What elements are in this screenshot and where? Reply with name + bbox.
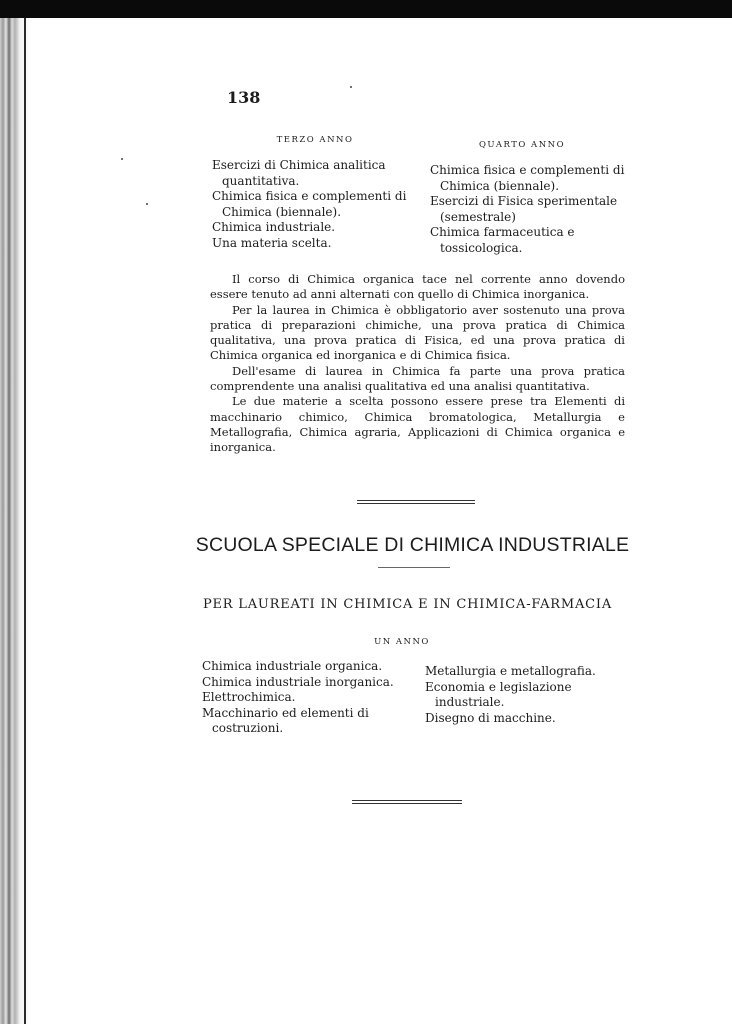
course-list-left <box>202 659 402 737</box>
end-divider <box>352 800 462 804</box>
list-item: Chimica fisica e complementi di Chimica (biennale). <box>430 163 625 193</box>
scan-speck <box>350 86 352 88</box>
page-number: 138 <box>227 88 261 107</box>
list-item: Chimica industriale inorganica. <box>202 674 394 689</box>
paragraph: Per la laurea in Chimica è obbligatorio aver sostenuto una prova pratica di preparazioni chimiche, una prova pratica di Chimica qualitativa, una prova pratica di Fisica, ed una prova pratica di Chimica organica ed inorganica e di Chimica fisica. <box>210 302 625 363</box>
paragraph: Dell'esame di laurea in Chimica fa parte una prova pratica comprendente una analisi qualitativa ed una analisi quantitativa. <box>210 363 625 394</box>
paragraph: Le due materie a scelta possono essere prese tra Elementi di macchinario chimico, Chimica bromatologica, Metallurgia e Metallografia, Chimica agraria, Applicazioni di Chimica organica e inorganica. <box>210 394 625 455</box>
list-item: Macchinario ed elementi di costruzioni. <box>202 705 369 735</box>
notes-paragraphs <box>210 272 625 456</box>
terzo-anno-heading: TERZO ANNO <box>276 135 354 145</box>
list-item: Esercizi di Fisica sperimentale (semestrale) <box>430 194 618 224</box>
list-item: Metallurgia e metallografia. <box>425 664 596 678</box>
list-item: Esercizi di Chimica analitica quantitativa. <box>212 158 386 188</box>
quarto-anno-heading: QUARTO ANNO <box>478 140 566 150</box>
course-list-right <box>425 664 597 726</box>
scan-speck <box>146 203 148 205</box>
list-item: Economia e legislazione industriale. <box>425 679 572 709</box>
section-title: SCUOLA SPECIALE DI CHIMICA INDUSTRIALE <box>195 534 630 556</box>
section-divider <box>357 500 475 504</box>
list-item: Chimica fisica e complementi di Chimica (biennale). <box>212 189 407 219</box>
list-item: Chimica farmaceutica e tossicologica. <box>430 225 575 255</box>
list-item: Chimica industriale. <box>212 220 336 234</box>
list-item: Elettrochimica. <box>202 690 296 704</box>
list-item: Chimica industriale organica. <box>202 659 383 673</box>
title-underline <box>378 567 450 568</box>
scan-top-border <box>0 0 732 18</box>
terzo-anno-list <box>212 158 410 251</box>
paragraph: Il corso di Chimica organica tace nel corrente anno dovendo essere tenuto ad anni alternati con quello di Chimica inorganica. <box>210 272 625 302</box>
scan-speck <box>121 158 123 160</box>
scan-spine-line <box>24 18 26 1024</box>
section-subtitle: PER LAUREATI IN CHIMICA E IN CHIMICA-FARMACIA <box>202 597 613 612</box>
list-item: Una materia scelta. <box>212 235 332 250</box>
list-item: Disegno di macchine. <box>425 710 556 725</box>
quarto-anno-list <box>430 163 630 256</box>
un-anno-heading: UN ANNO <box>374 637 430 647</box>
